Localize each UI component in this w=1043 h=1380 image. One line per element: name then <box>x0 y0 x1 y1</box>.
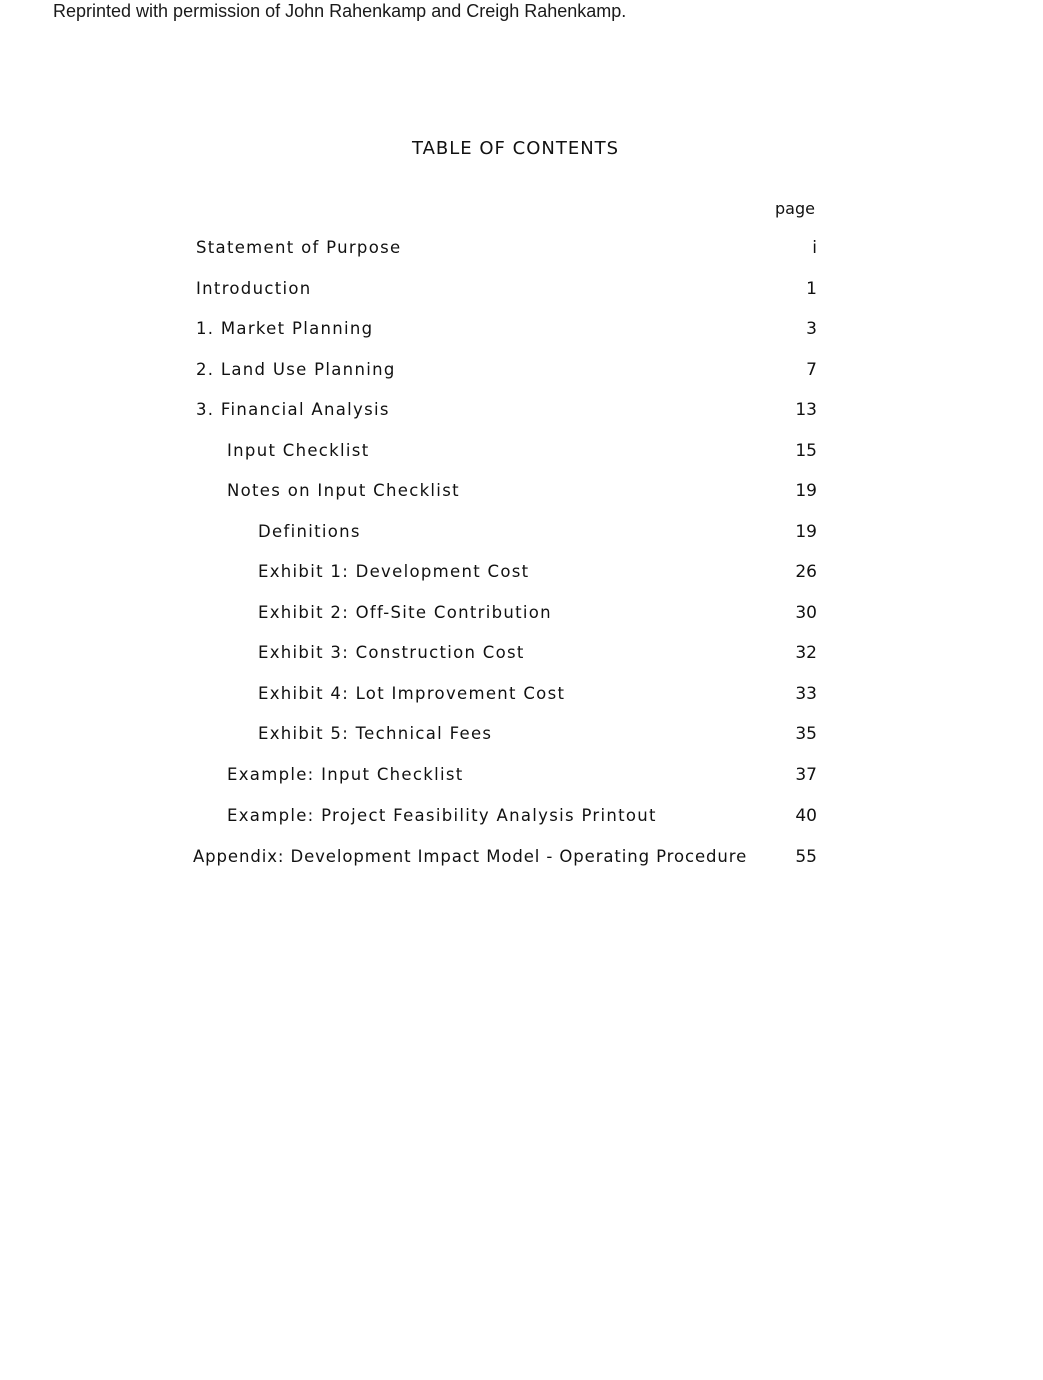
toc-entry-land-use-planning <box>0 360 1043 390</box>
toc-entry-page: 19 <box>795 522 817 542</box>
toc-entry-page: 33 <box>795 684 817 704</box>
toc-entry-label: 3. Financial Analysis <box>196 400 390 419</box>
toc-entry-page: i <box>812 238 817 258</box>
toc-entry-label: Exhibit 3: Construction Cost <box>258 643 525 662</box>
toc-entry-label: Introduction <box>196 279 312 298</box>
toc-entry-page: 37 <box>795 765 817 785</box>
toc-entry-page: 26 <box>795 562 817 582</box>
toc-entry-label: Example: Project Feasibility Analysis Printout <box>227 806 657 825</box>
toc-entry-page: 1 <box>806 279 817 299</box>
toc-entry-example-feasibility-printout <box>0 806 1043 836</box>
toc-title: TABLE OF CONTENTS <box>412 138 620 159</box>
toc-entry-label: 1. Market Planning <box>196 319 374 338</box>
toc-entry-page: 15 <box>795 441 817 461</box>
toc-entry-page: 7 <box>806 360 817 380</box>
toc-entry-label: Example: Input Checklist <box>227 765 464 784</box>
toc-entry-label: Notes on Input Checklist <box>227 481 460 500</box>
toc-entry-exhibit-3 <box>0 643 1043 673</box>
toc-entry-input-checklist <box>0 441 1043 471</box>
toc-entry-statement-of-purpose <box>0 238 1043 268</box>
toc-entry-exhibit-1 <box>0 562 1043 592</box>
toc-entry-label: 2. Land Use Planning <box>196 360 396 379</box>
toc-entry-exhibit-4 <box>0 684 1043 714</box>
toc-entry-page: 19 <box>795 481 817 501</box>
toc-entry-page: 13 <box>795 400 817 420</box>
toc-entry-page: 3 <box>806 319 817 339</box>
toc-entry-label: Exhibit 2: Off-Site Contribution <box>258 603 552 622</box>
toc-entry-market-planning <box>0 319 1043 349</box>
toc-entry-label: Exhibit 1: Development Cost <box>258 562 530 581</box>
toc-entry-exhibit-5 <box>0 724 1043 754</box>
toc-entry-page: 55 <box>795 847 817 867</box>
toc-entry-label: Statement of Purpose <box>196 238 402 257</box>
toc-entry-notes-on-input-checklist <box>0 481 1043 511</box>
toc-entry-page: 35 <box>795 724 817 744</box>
toc-entry-label: Exhibit 5: Technical Fees <box>258 724 493 743</box>
toc-entry-label: Input Checklist <box>227 441 370 460</box>
toc-entry-exhibit-2 <box>0 603 1043 633</box>
toc-entry-definitions <box>0 522 1043 552</box>
toc-entry-label: Exhibit 4: Lot Improvement Cost <box>258 684 566 703</box>
toc-entry-label: Appendix: Development Impact Model - Operating Procedure <box>193 847 748 866</box>
toc-entry-introduction <box>0 279 1043 309</box>
toc-entry-example-input-checklist <box>0 765 1043 795</box>
toc-entry-financial-analysis <box>0 400 1043 430</box>
page-column-header: page <box>775 199 815 218</box>
toc-entry-page: 32 <box>795 643 817 663</box>
toc-entry-page: 30 <box>795 603 817 623</box>
toc-entry-page: 40 <box>795 806 817 826</box>
permission-note: Reprinted with permission of John Rahenkamp and Creigh Rahenkamp. <box>53 1 627 21</box>
toc-entry-appendix <box>0 847 1043 877</box>
toc-entry-label: Definitions <box>258 522 361 541</box>
